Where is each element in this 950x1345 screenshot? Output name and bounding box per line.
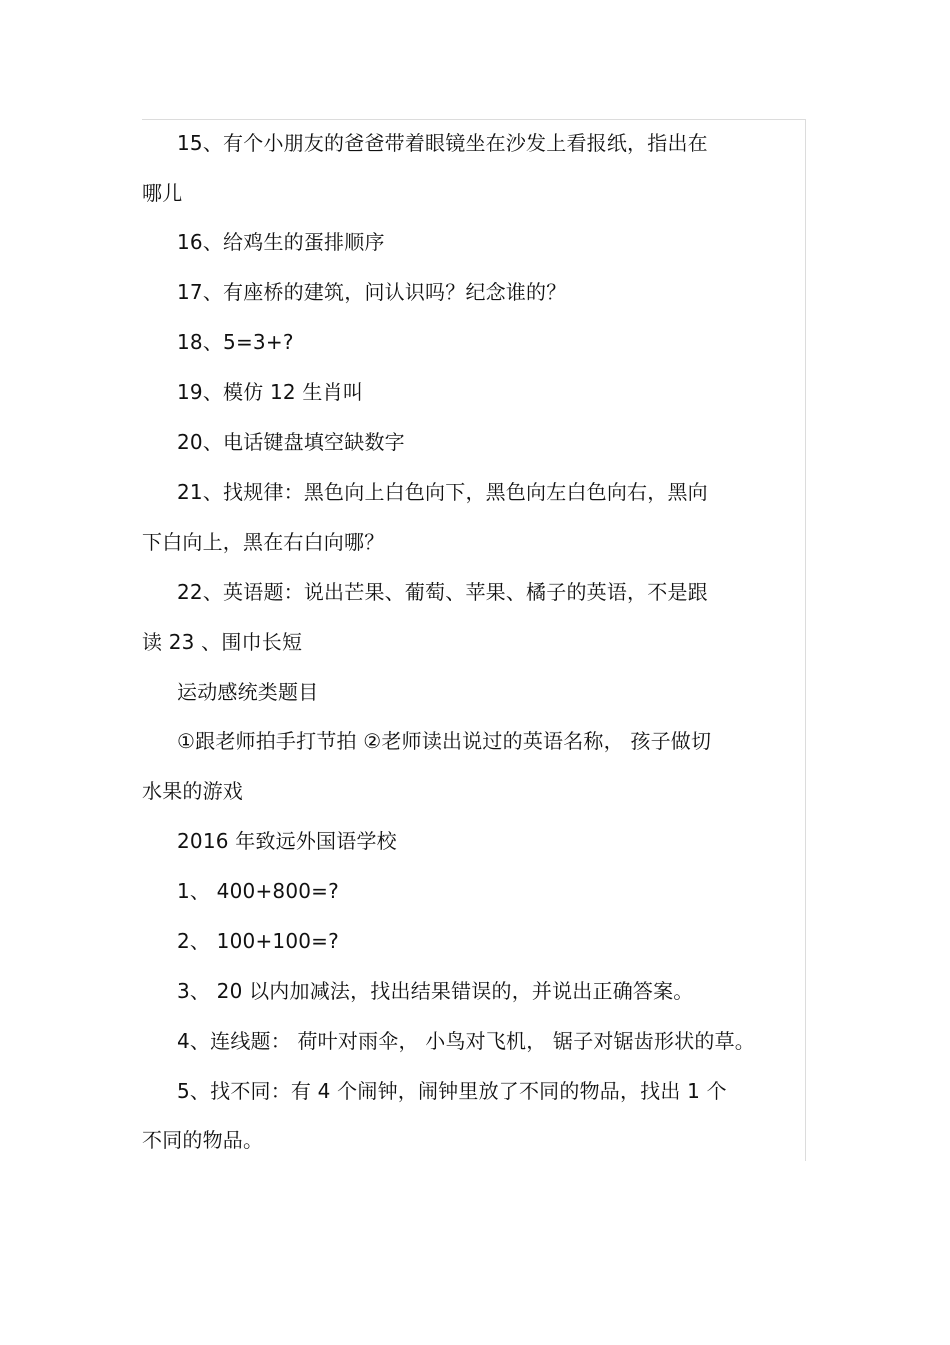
- line-motor-cont: 水果的游戏: [142, 779, 243, 803]
- line-2016-q5-cont: 不同的物品。: [142, 1128, 264, 1152]
- line-2016-q4: 4、连线题： 荷叶对雨伞， 小鸟对飞机， 锯子对锯齿形状的草。: [177, 1029, 755, 1053]
- line-q15: 15、有个小朋友的爸爸带着眼镜坐在沙发上看报纸，指出在: [177, 131, 708, 155]
- line-section-2016: 2016 年致远外国语学校: [177, 829, 397, 853]
- line-2016-q3: 3、 20 以内加减法，找出结果错误的，并说出正确答案。: [177, 979, 694, 1003]
- line-q18: 18、5=3+?: [177, 330, 294, 354]
- line-motor-items: ①跟老师拍手打节拍 ②老师读出说过的英语名称， 孩子做切: [177, 729, 712, 753]
- line-2016-q2: 2、 100+100=?: [177, 929, 339, 953]
- line-q21-cont: 下白向上，黑在右白向哪？: [142, 530, 385, 554]
- line-section-motor: 运动感统类题目: [177, 680, 319, 704]
- line-q22: 22、英语题：说出芒果、葡萄、苹果、橘子的英语，不是跟: [177, 580, 708, 604]
- line-q16: 16、给鸡生的蛋排顺序: [177, 230, 385, 254]
- line-q22-cont-q23: 读 23 、围巾长短: [142, 630, 303, 654]
- line-q17: 17、有座桥的建筑，问认识吗？纪念谁的？: [177, 280, 567, 304]
- line-q20: 20、电话键盘填空缺数字: [177, 430, 405, 454]
- line-q15-cont: 哪儿: [142, 181, 183, 205]
- line-q19: 19、模仿 12 生肖叫: [177, 380, 364, 404]
- line-q21: 21、找规律：黑色向上白色向下，黑色向左白色向右，黑向: [177, 480, 708, 504]
- document-page: [142, 119, 806, 1161]
- line-2016-q5: 5、找不同：有 4 个闹钟，闹钟里放了不同的物品，找出 1 个: [177, 1079, 727, 1103]
- line-2016-q1: 1、 400+800=?: [177, 879, 339, 903]
